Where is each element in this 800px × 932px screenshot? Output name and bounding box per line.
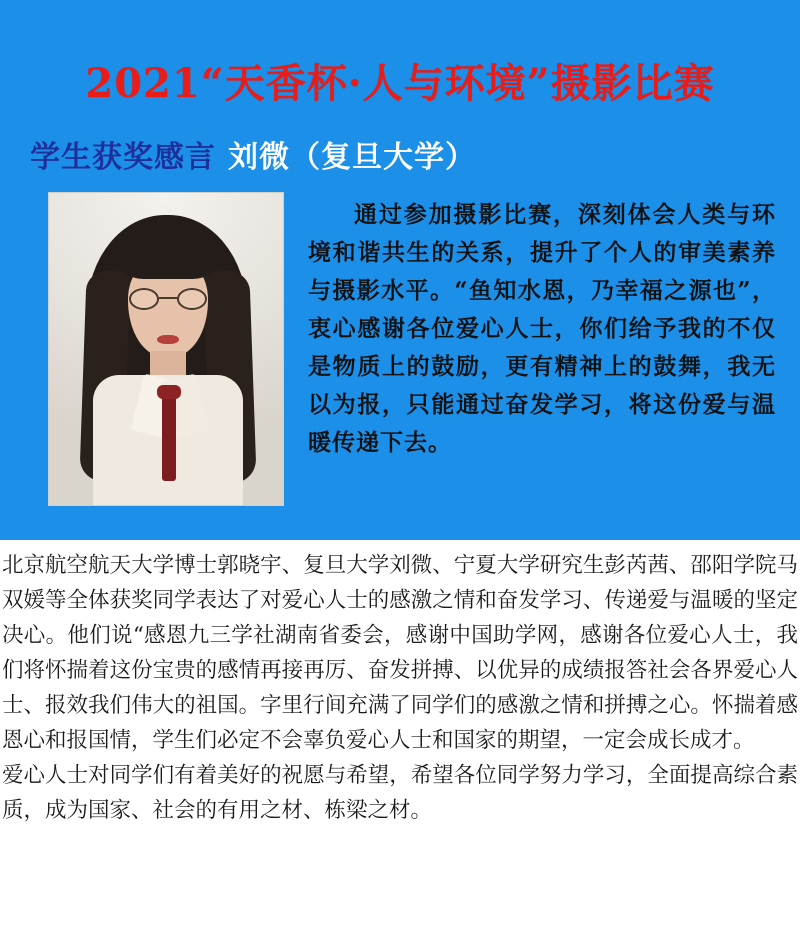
testimonial-text: 通过参加摄影比赛，深刻体会人类与环境和谐共生的关系，提升了个人的审美素养与摄影水平。“鱼知水恩，乃幸福之源也”，衷心感谢各位爱心人士，你们给予我的不仅是物质上的鼓励，更有精神上的鼓舞，我无以为报，只能通过奋发学习，将这份爱与温暖传递下去。: [308, 201, 776, 456]
body-section: [0, 540, 800, 932]
page-title: 2021“天香杯·人与环境”摄影比赛: [85, 60, 715, 107]
body-paragraph-2: 爱心人士对同学们有着美好的祝愿与希望，希望各位同学努力学习，全面提高综合素质，成为国家、社会的有用之材、栋梁之材。: [2, 763, 798, 823]
subtitle-label: 学生获奖感言: [30, 140, 216, 175]
body-paragraph-1: 北京航空航天大学博士郭晓宇、复旦大学刘微、宁夏大学研究生彭芮茜、邵阳学院马双媛等全体获奖同学表达了对爱心人士的感激之情和奋发学习、传递爱与温暖的坚定决心。他们说“感恩九三学社湖南省委会，感谢中国助学网，感谢各位爱心人士，我们将怀揣着这份宝贵的感情再接再厉、奋发拼搏、以优异的成绩报答社会各界爱心人士、报效我们伟大的祖国。字里行间充满了同学们的感激之情和拼搏之心。怀揣着感恩心和报国情，学生们必定不会辜负爱心人士和国家的期望，一定会成长成才。: [2, 553, 798, 753]
glasses-left-lens: [129, 288, 159, 310]
ribbon-knot: [157, 385, 181, 399]
bangs-shape: [119, 237, 217, 279]
glasses-bridge: [159, 297, 177, 299]
student-name: 刘微（复旦大学）: [228, 140, 476, 175]
glasses-icon: [129, 288, 207, 310]
ribbon-tie: [162, 389, 176, 481]
lips-shape: [157, 335, 179, 344]
glasses-right-lens: [177, 288, 207, 310]
student-portrait: [48, 192, 284, 506]
subtitle-row: [30, 132, 770, 176]
